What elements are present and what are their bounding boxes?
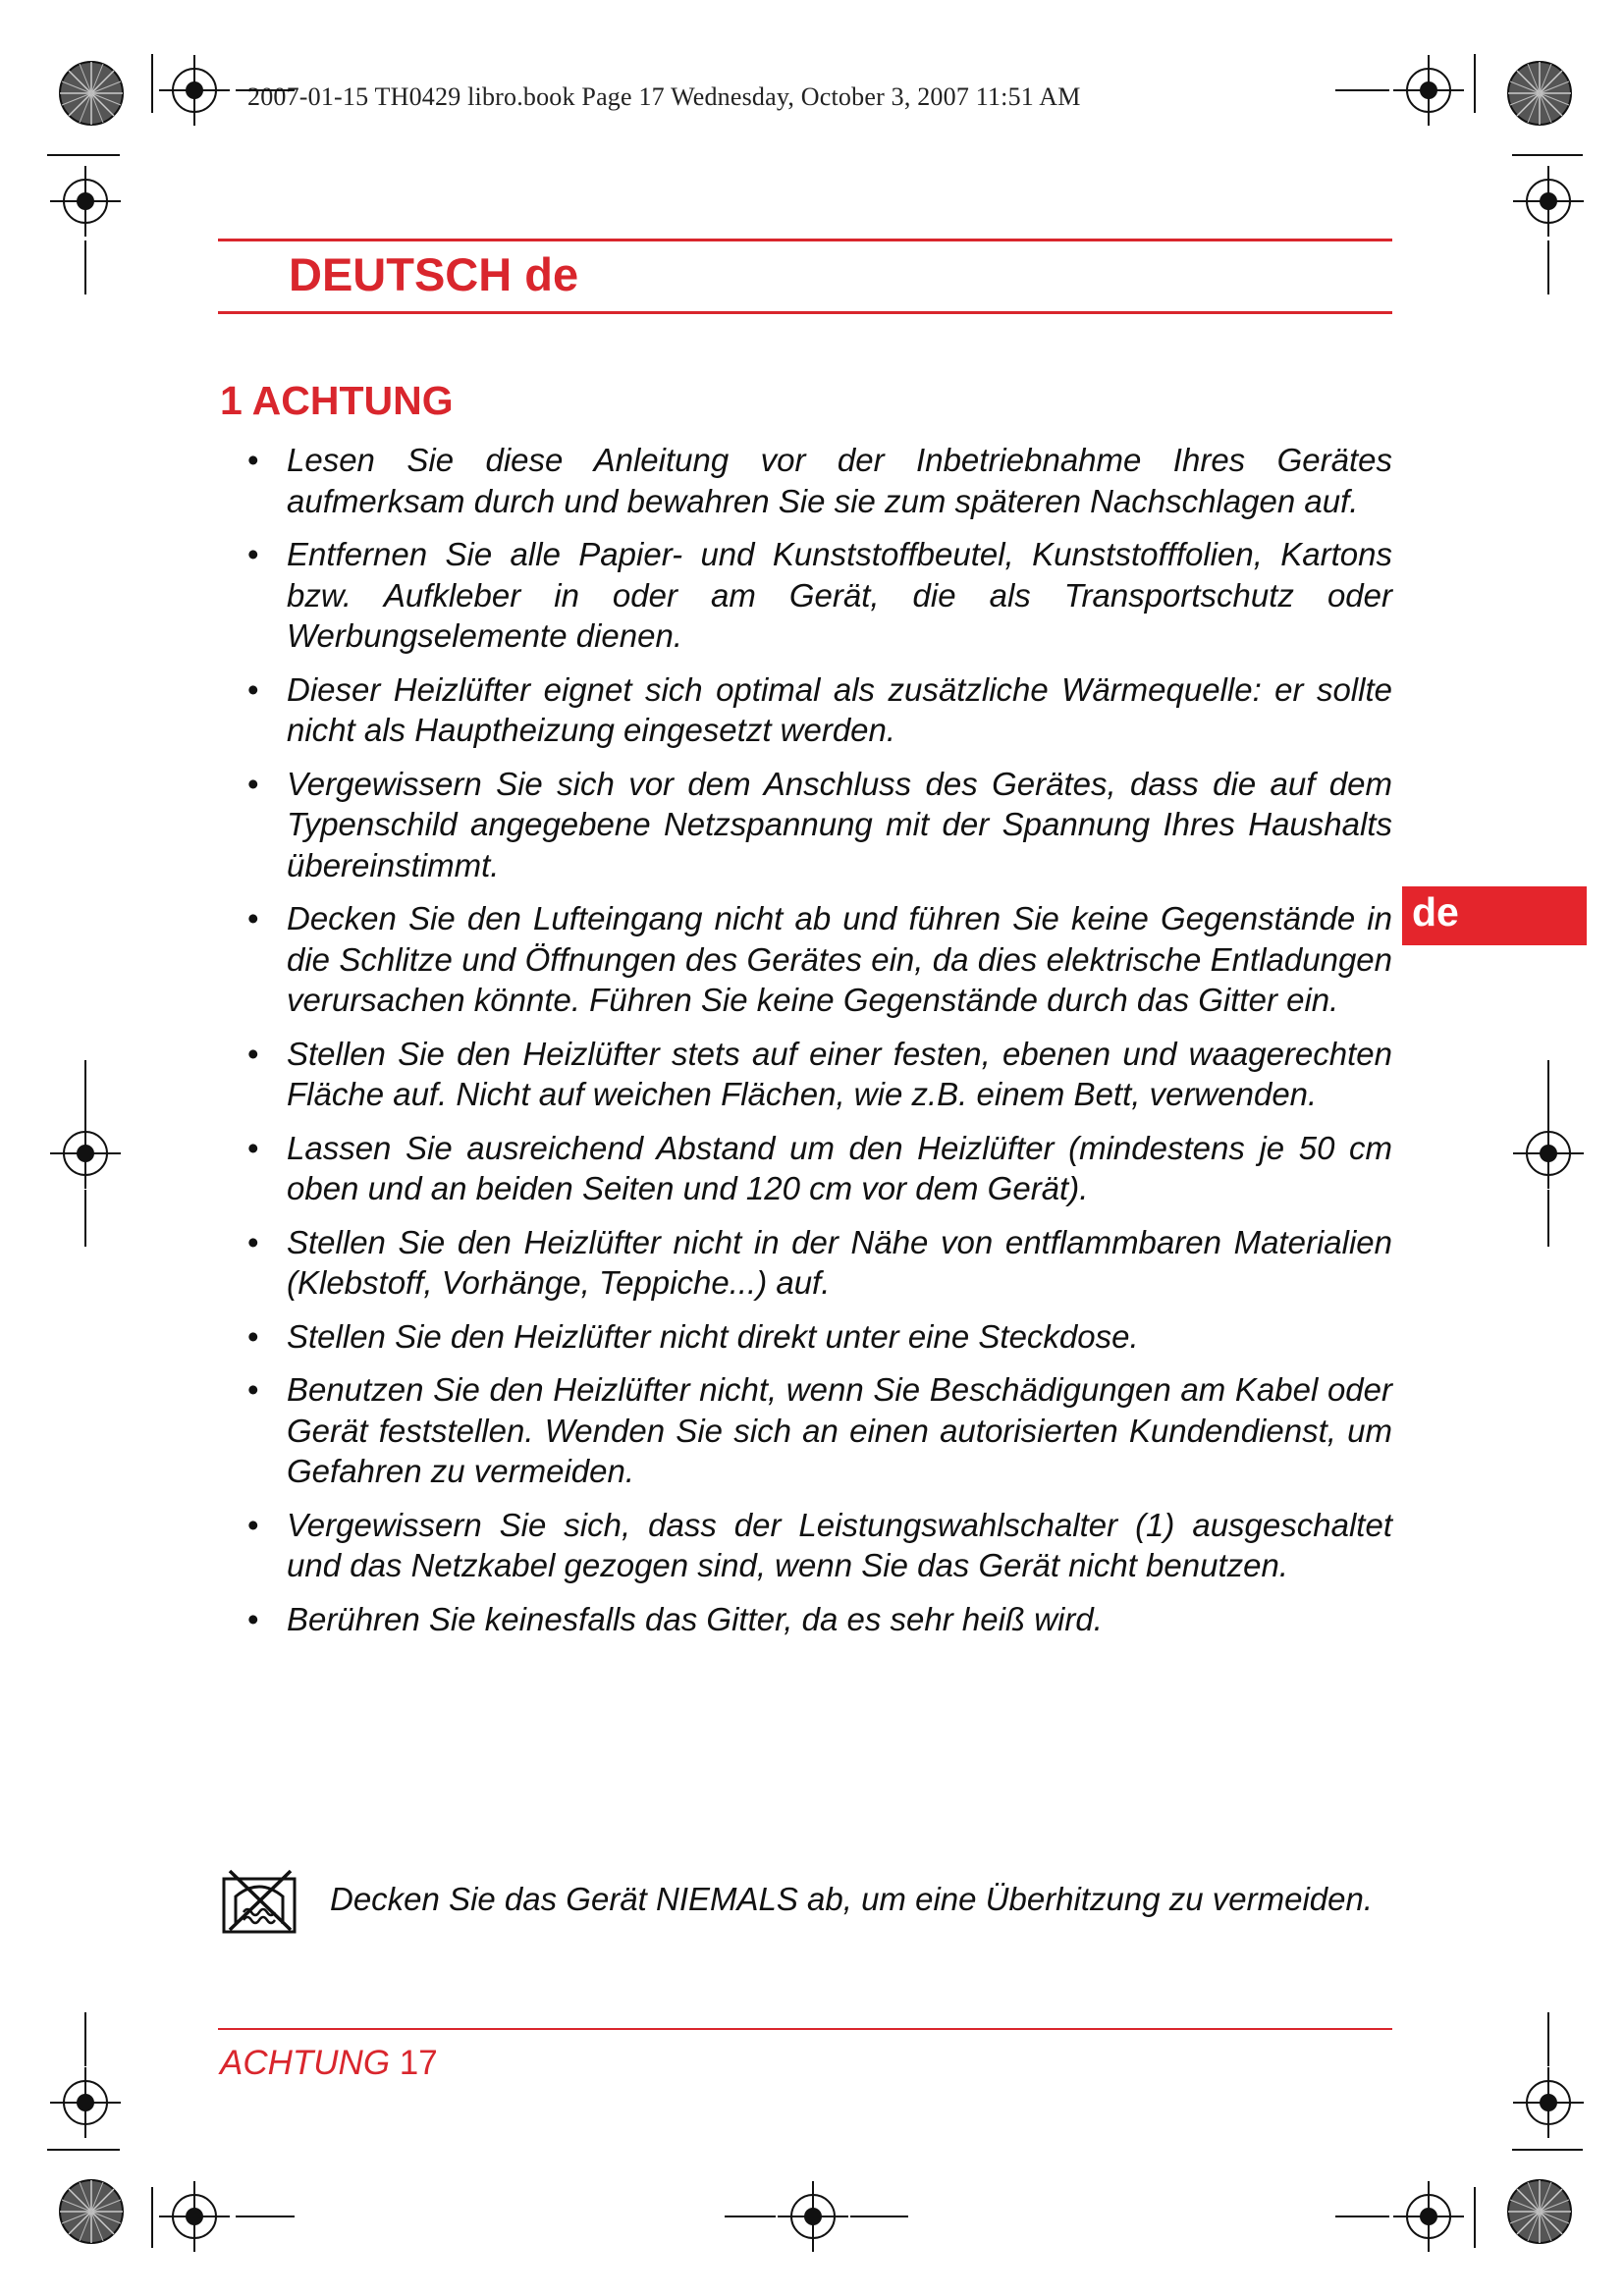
- safety-bullet-text: Dieser Heizlüfter eignet sich optimal als zusätzliche Wärmequelle: er sollte nicht als Hauptheizung eingesetzt werden.: [287, 670, 1392, 748]
- warning-text: Decken Sie das Gerät NIEMALS ab, um eine Überhitzung zu vermeiden.: [330, 1881, 1374, 1917]
- registration-cross-bottom-center: [778, 2181, 848, 2252]
- bullet-dot-icon: •: [247, 1317, 259, 1355]
- bullet-dot-icon: •: [247, 765, 259, 802]
- bullet-dot-icon: •: [247, 1035, 259, 1072]
- safety-bullet-item: [247, 898, 1392, 1021]
- registration-cross-right-lower: [1513, 2067, 1584, 2138]
- bullet-dot-icon: •: [247, 536, 259, 572]
- registration-cross-bottom-left: [159, 2181, 230, 2252]
- safety-bullet-text: Benutzen Sie den Heizlüfter nicht, wenn Sie Beschädigungen am Kabel oder Gerät feststellen. Wenden Sie sich an einen autorisierten Kundendienst, um Gefahren zu vermeiden.: [287, 1371, 1392, 1489]
- registration-cross-middle-right: [1513, 1118, 1584, 1189]
- footer-page-number: 17: [399, 2044, 438, 2082]
- safety-bullet-text: Stellen Sie den Heizlüfter stets auf einer festen, ebenen und waagerechten Fläche auf. Nicht auf weichen Flächen, wie z.B. einem Bett, verwenden.: [287, 1035, 1392, 1112]
- safety-bullet-item: [247, 1599, 1392, 1640]
- safety-bullet-text: Stellen Sie den Heizlüfter nicht in der Nähe von entflammbaren Materialien (Klebstoff, Vorhänge, Teppiche...) auf.: [287, 1223, 1392, 1301]
- bullet-dot-icon: •: [247, 900, 259, 936]
- warning-row: [222, 1867, 1392, 1955]
- bullet-dot-icon: •: [247, 1371, 259, 1408]
- heading-rule-bottom: [218, 311, 1392, 314]
- bullet-dot-icon: •: [247, 1506, 259, 1543]
- registration-cross-middle-left: [50, 1118, 121, 1189]
- safety-bullet-item: [247, 1369, 1392, 1492]
- language-heading: DEUTSCH de: [289, 248, 579, 300]
- registration-cross-bottom-right: [1393, 2181, 1464, 2252]
- safety-bullet-item: [247, 440, 1392, 521]
- safety-bullet-item: [247, 669, 1392, 751]
- bullet-dot-icon: •: [247, 670, 259, 708]
- bullet-dot-icon: •: [247, 1600, 259, 1637]
- language-side-tab: de: [1402, 886, 1587, 945]
- footer-rule: [218, 2028, 1392, 2030]
- safety-bullet-text: Lesen Sie diese Anleitung vor der Inbetriebnahme Ihres Gerätes aufmerksam durch und bewahren Sie sie zum späteren Nachschlagen auf.: [287, 442, 1392, 519]
- safety-bullet-text: Berühren Sie keinesfalls das Gitter, da es sehr heiß wird.: [287, 1600, 1103, 1637]
- print-header: 2007-01-15 TH0429 libro.book Page 17 Wednesday, October 3, 2007 11:51 AM: [247, 82, 1081, 111]
- registration-cross-left-upper: [50, 166, 121, 237]
- do-not-cover-icon: [222, 1867, 297, 1934]
- registration-cross-top-right: [1393, 55, 1464, 126]
- safety-bullet-item: [247, 764, 1392, 886]
- bullet-dot-icon: •: [247, 442, 259, 478]
- registration-star-bottom-right: [1508, 2180, 1571, 2243]
- registration-star-bottom-left: [60, 2180, 123, 2243]
- safety-bullet-item: [247, 1034, 1392, 1115]
- safety-bullet-item: [247, 1222, 1392, 1304]
- safety-bullet-text: Vergewissern Sie sich vor dem Anschluss des Gerätes, dass die auf dem Typenschild angegebene Netzspannung mit der Spannung Ihres Haushalts übereinstimmt.: [287, 765, 1392, 883]
- registration-cross-right-upper: [1513, 166, 1584, 237]
- safety-bullet-item: [247, 534, 1392, 657]
- safety-bullet-list: [247, 440, 1392, 1639]
- bullet-dot-icon: •: [247, 1223, 259, 1260]
- safety-bullet-text: Stellen Sie den Heizlüfter nicht direkt unter eine Steckdose.: [287, 1317, 1139, 1355]
- registration-star-top-left: [60, 62, 123, 125]
- safety-bullet-item: [247, 1505, 1392, 1586]
- footer-section: ACHTUNG: [220, 2044, 391, 2082]
- safety-bullet-text: Entfernen Sie alle Papier- und Kunststoffbeutel, Kunststofffolien, Kartons bzw. Aufkleber in oder am Gerät, die als Transportschutz oder Werbungselemente dienen.: [287, 536, 1392, 654]
- heading-rule-top: [218, 239, 1392, 241]
- safety-bullet-text: Lassen Sie ausreichend Abstand um den Heizlüfter (mindestens je 50 cm oben und an beiden Seiten und 120 cm vor dem Gerät).: [287, 1129, 1392, 1206]
- safety-bullet-text: Decken Sie den Lufteingang nicht ab und führen Sie keine Gegenstände in die Schlitze und Öffnungen des Gerätes ein, da dies elektrische Entladungen verursachen könnte. Führen Sie keine Gegenstände durch das Gitter ein.: [287, 900, 1392, 1018]
- page-footer: [220, 2044, 438, 2083]
- safety-bullet-text: Vergewissern Sie sich, dass der Leistungswahlschalter (1) ausgeschaltet und das Netzkabel gezogen sind, wenn Sie das Gerät nicht benutzen.: [287, 1506, 1392, 1583]
- safety-bullet-item: [247, 1316, 1392, 1358]
- section-title: 1 ACHTUNG: [220, 378, 454, 423]
- registration-cross-left-lower: [50, 2067, 121, 2138]
- registration-cross-top-left: [159, 55, 230, 126]
- safety-bullet-item: [247, 1128, 1392, 1209]
- registration-star-top-right: [1508, 62, 1571, 125]
- bullet-dot-icon: •: [247, 1129, 259, 1166]
